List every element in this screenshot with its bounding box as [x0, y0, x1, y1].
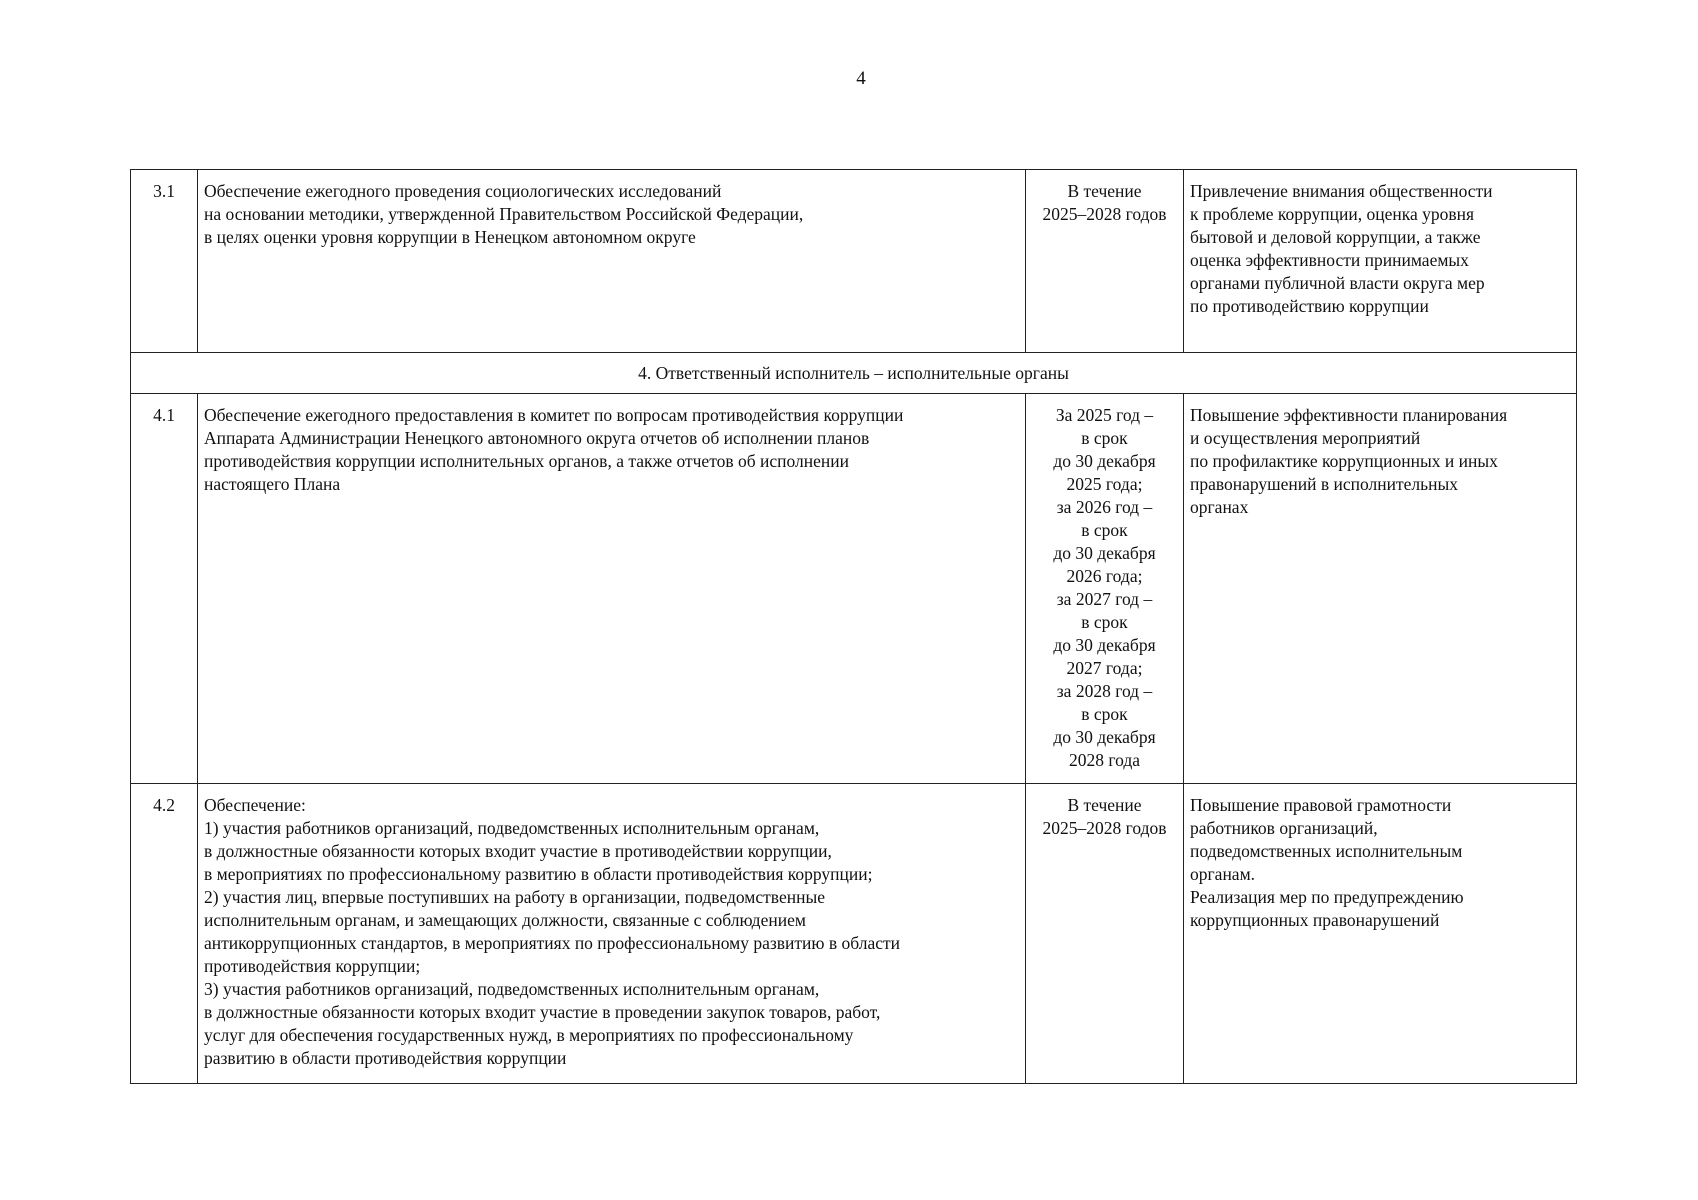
text-line: по противодействию коррупции	[1190, 296, 1429, 316]
expected-result	[1184, 170, 1577, 353]
text-line: противодействия коррупции исполнительных органов, а также отчетов об исполнении	[204, 451, 850, 471]
text-line: за 2027 год –	[1056, 589, 1153, 609]
page-number: 4	[856, 68, 866, 89]
text-line: за 2028 год –	[1056, 681, 1153, 701]
text-line: 1) участия работников организаций, подведомственных исполнительным органам,	[204, 818, 820, 838]
text-line: бытовой и деловой коррупции, а также	[1190, 227, 1481, 247]
text-line: по профилактике коррупционных и иных	[1190, 451, 1498, 471]
measure-description	[198, 784, 1026, 1084]
text-line: в целях оценки уровня коррупции в Ненецком автономном округе	[204, 227, 696, 247]
text-line: услуг для обеспечения государственных нужд, в мероприятиях по профессиональному	[204, 1025, 854, 1045]
text-line: Обеспечение ежегодного предоставления в комитет по вопросам противодействия коррупции	[204, 405, 904, 425]
text-line: органами публичной власти округа мер	[1190, 273, 1485, 293]
text-line: работников организаций,	[1190, 818, 1378, 838]
text-line: в срок	[1081, 520, 1128, 540]
table-row-4-2	[131, 784, 1577, 1084]
measure-description	[198, 170, 1026, 353]
row-number: 4.1	[131, 394, 198, 784]
deadline-cell	[1026, 170, 1184, 353]
expected-result	[1184, 394, 1577, 784]
text-line: В течение	[1067, 795, 1142, 815]
text-line: коррупционных правонарушений	[1190, 910, 1440, 930]
text-line: 2025 года;	[1066, 474, 1143, 494]
text-line: в срок	[1081, 612, 1128, 632]
text-line: За 2025 год –	[1055, 405, 1154, 425]
text-line: в должностные обязанности которых входит участие в противодействии коррупции,	[204, 841, 832, 861]
text-line: Аппарата Администрации Ненецкого автономного округа отчетов об исполнении планов	[204, 428, 870, 448]
row-number: 4.2	[131, 784, 198, 1084]
text-line: до 30 декабря	[1053, 543, 1156, 563]
text-line: Обеспечение ежегодного проведения социологических исследований	[204, 181, 722, 201]
text-line: правонарушений в исполнительных	[1190, 474, 1459, 494]
text-line: 2) участия лиц, впервые поступивших на работу в организации, подведомственные	[204, 887, 825, 907]
text-line: настоящего Плана	[204, 474, 341, 494]
text-line: В течение	[1067, 181, 1142, 201]
text-line: за 2026 год –	[1056, 497, 1153, 517]
text-line: Привлечение внимания общественности	[1190, 181, 1493, 201]
section-title: 4. Ответственный исполнитель – исполнительные органы	[131, 353, 1577, 394]
text-line: Повышение эффективности планирования	[1190, 405, 1508, 425]
text-line: развитию в области противодействия коррупции	[204, 1048, 567, 1068]
plan-table	[130, 169, 1577, 1084]
text-line: до 30 декабря	[1053, 451, 1156, 471]
text-line: 2026 года;	[1066, 566, 1143, 586]
text-line: 2025–2028 годов	[1042, 818, 1167, 838]
text-line: органам.	[1190, 864, 1256, 884]
text-line: 2027 года;	[1066, 658, 1143, 678]
measure-description	[198, 394, 1026, 784]
text-line: в срок	[1081, 704, 1128, 724]
table-row-3-1	[131, 170, 1577, 353]
text-line: на основании методики, утвержденной Правительством Российской Федерации,	[204, 204, 804, 224]
text-line: Обеспечение:	[204, 795, 306, 815]
text-line: подведомственных исполнительным	[1190, 841, 1463, 861]
text-line: в срок	[1081, 428, 1128, 448]
text-line: до 30 декабря	[1053, 727, 1156, 747]
row-number: 3.1	[131, 170, 198, 353]
deadline-cell	[1026, 394, 1184, 784]
text-line: антикоррупционных стандартов, в мероприятиях по профессиональному развитию в области	[204, 933, 901, 953]
deadline-cell	[1026, 784, 1184, 1084]
text-line: к проблеме коррупции, оценка уровня	[1190, 204, 1475, 224]
text-line: до 30 декабря	[1053, 635, 1156, 655]
text-line: оценка эффективности принимаемых	[1190, 250, 1469, 270]
text-line: противодействия коррупции;	[204, 956, 421, 976]
text-line: исполнительным органам, и замещающих должности, связанные с соблюдением	[204, 910, 806, 930]
text-line: в мероприятиях по профессиональному развитию в области противодействия коррупции;	[204, 864, 873, 884]
text-line: органах	[1190, 497, 1249, 517]
text-line: в должностные обязанности которых входит участие в проведении закупок товаров, работ,	[204, 1002, 881, 1022]
section-header-row	[131, 353, 1577, 394]
text-line: Реализация мер по предупреждению	[1190, 887, 1464, 907]
text-line: 3) участия работников организаций, подведомственных исполнительным органам,	[204, 979, 820, 999]
text-line: 2025–2028 годов	[1042, 204, 1167, 224]
text-line: и осуществления мероприятий	[1190, 428, 1421, 448]
table-row-4-1	[131, 394, 1577, 784]
text-line: Повышение правовой грамотности	[1190, 795, 1452, 815]
expected-result	[1184, 784, 1577, 1084]
text-line: 2028 года	[1068, 750, 1141, 770]
